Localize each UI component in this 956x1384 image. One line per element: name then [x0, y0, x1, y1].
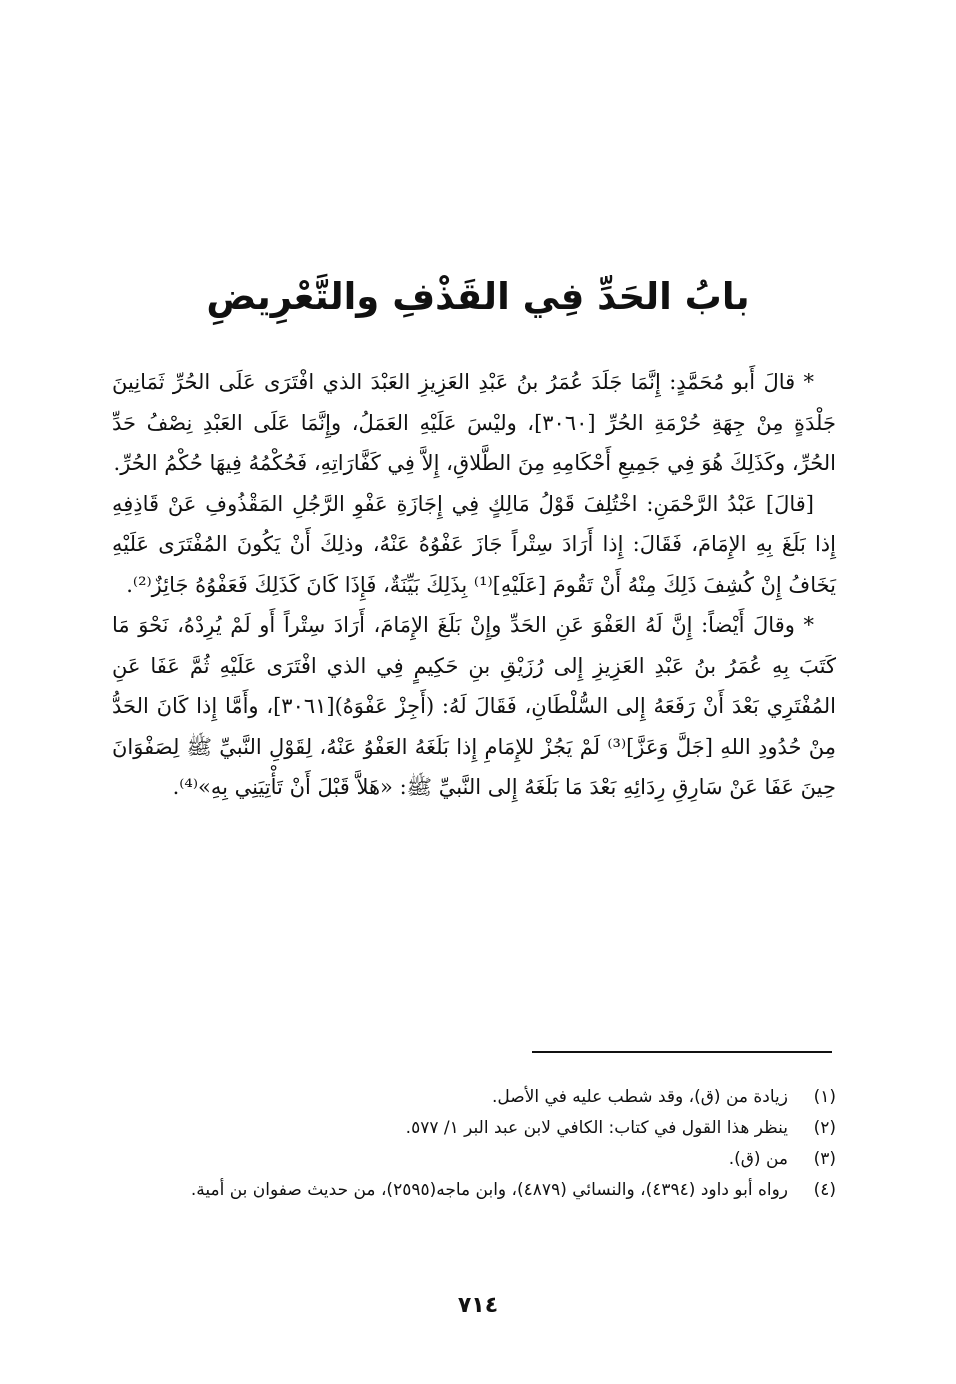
footnote-text: رواه أبو داود (٤٣٩٤)، والنسائي (٤٨٧٩)، وابن ماجه(٢٥٩٥)، من حديث صفوان بن أمية. [190, 1180, 788, 1200]
main-text [112, 362, 836, 808]
footnotes [112, 1082, 836, 1206]
footnote-number: (٢) [813, 1118, 836, 1138]
footnote-item [112, 1113, 836, 1144]
paragraph: * قالَ أَبو مُحَمَّدٍ: إِنَّمَا جَلَدَ عُمَرُ بنُ عَبْدِ العَزِيزِ العَبْدَ الذي افْتَرَى عَلَى الحُرِّ ثَمَانِينَ جَلْدَةٍ مِنْ جِهَةِ حُرْمَةِ الحُرِّ [٣٠٦٠]، وليْسَ عَلَيْهِ العَمَلُ، وإِنَّمَا عَلَى العَبْدِ نِصْفُ حَدِّ الحُرِّ، وكَذَلِكَ هُوَ فِي جَمِيعِ أَحْكَامِهِ مِنَ الطَّلاقِ، إِلاَّ فِي كَفَّارَاتِهِ، فَحُكْمُهُ فِيهَا حُكْمُ الحُرِّ. [112, 370, 836, 475]
footnote-number: (٤) [813, 1180, 836, 1200]
paragraph: * وقالَ أَيْضاً: إِنَّ لَهُ العَفْوَ عَنِ الحَدِّ وإِنْ بَلَغَ الإِمَامَ، أَرَادَ سِتْراً أَو لَمْ يُرِدْهُ، نَحْوَ مَا كَتَبَ بِهِ عُمَرُ بنُ عَبْدِ العَزِيزِ إِلى رُزَيْقِ بنِ حَكِيمٍ فِي الذي افْتَرَى عَلَيْهِ ثُمَّ عَفَا عَنِ المُفْتَرِي بَعْدَ أَنْ رَفَعَهُ إِلى السُّلْطَانِ، فَقَالَ لَهُ: (أَجِزْ عَفْوَهُ)[٣٠٦١]، وأَمَّا إِذا كَانَ الحَدُّ مِنْ حُدُودِ اللهِ [جَلَّ وَعَزَّ]⁽³⁾ لَمْ يَجُزْ للإِمَامِ إِذا بَلَغَهُ العَفْوُ عَنْهُ، لِقَوْلِ النَّبيِّ ﷺ لِصَفْوَانَ حِينَ عَفَا عَنْ سَارِقِ رِدَائِهِ بَعْدَ مَا بَلَغَهُ إِلى النَّبيِّ ﷺ: «هَلاَّ قَبْلَ أَنْ تَأْتِيَنِي بِهِ»⁽⁴⁾. [112, 613, 836, 799]
footnote-item [112, 1082, 836, 1113]
page-number: ٧١٤ [457, 1293, 499, 1318]
footnote-item [112, 1144, 836, 1175]
footnote-text: زيادة من (ق)، وقد شطب عليه في الأصل. [492, 1087, 788, 1107]
footnote-text: من (ق). [728, 1149, 788, 1169]
footnote-divider [532, 1051, 832, 1053]
footnote-number: (٣) [813, 1149, 836, 1169]
paragraph: [قالَ] عَبْدُ الرَّحْمَنِ: اخْتُلِفَ قَوْلُ مَالِكٍ فِي إِجَازَةِ عَفْوِ الرَّجُلِ المَقْذُوفِ عَنْ قَاذِفِهِ إِذا بَلَغَ بِهِ الإِمَامَ، فَقَالَ: إِذا أَرَادَ سِتْراً جَازَ عَفْوُهُ عَنْهُ، وذلِكَ أَنْ يَكُونَ المُفْتَرَى عَلَيْهِ يَخَافُ إِنْ كُشِفَ ذَلِكَ مِنْهُ أَنْ تَقُومَ [عَلَيْهِ]⁽¹⁾ بِذَلِكَ بَيِّنَةٌ، فَإِذَا كَانَ كَذَلِكَ فَعَفْوُهُ جَائِزٌ⁽²⁾. [112, 491, 836, 597]
footnote-text: ينظر هذا القول في كتاب: الكافي لابن عبد البر ١/ ٥٧٧. [405, 1118, 788, 1138]
footnote-item [112, 1175, 836, 1206]
chapter-title: بابُ الحَدِّ فِي القَذْفِ والتَّعْرِيضِ [206, 275, 750, 318]
footnote-number: (١) [813, 1087, 836, 1107]
